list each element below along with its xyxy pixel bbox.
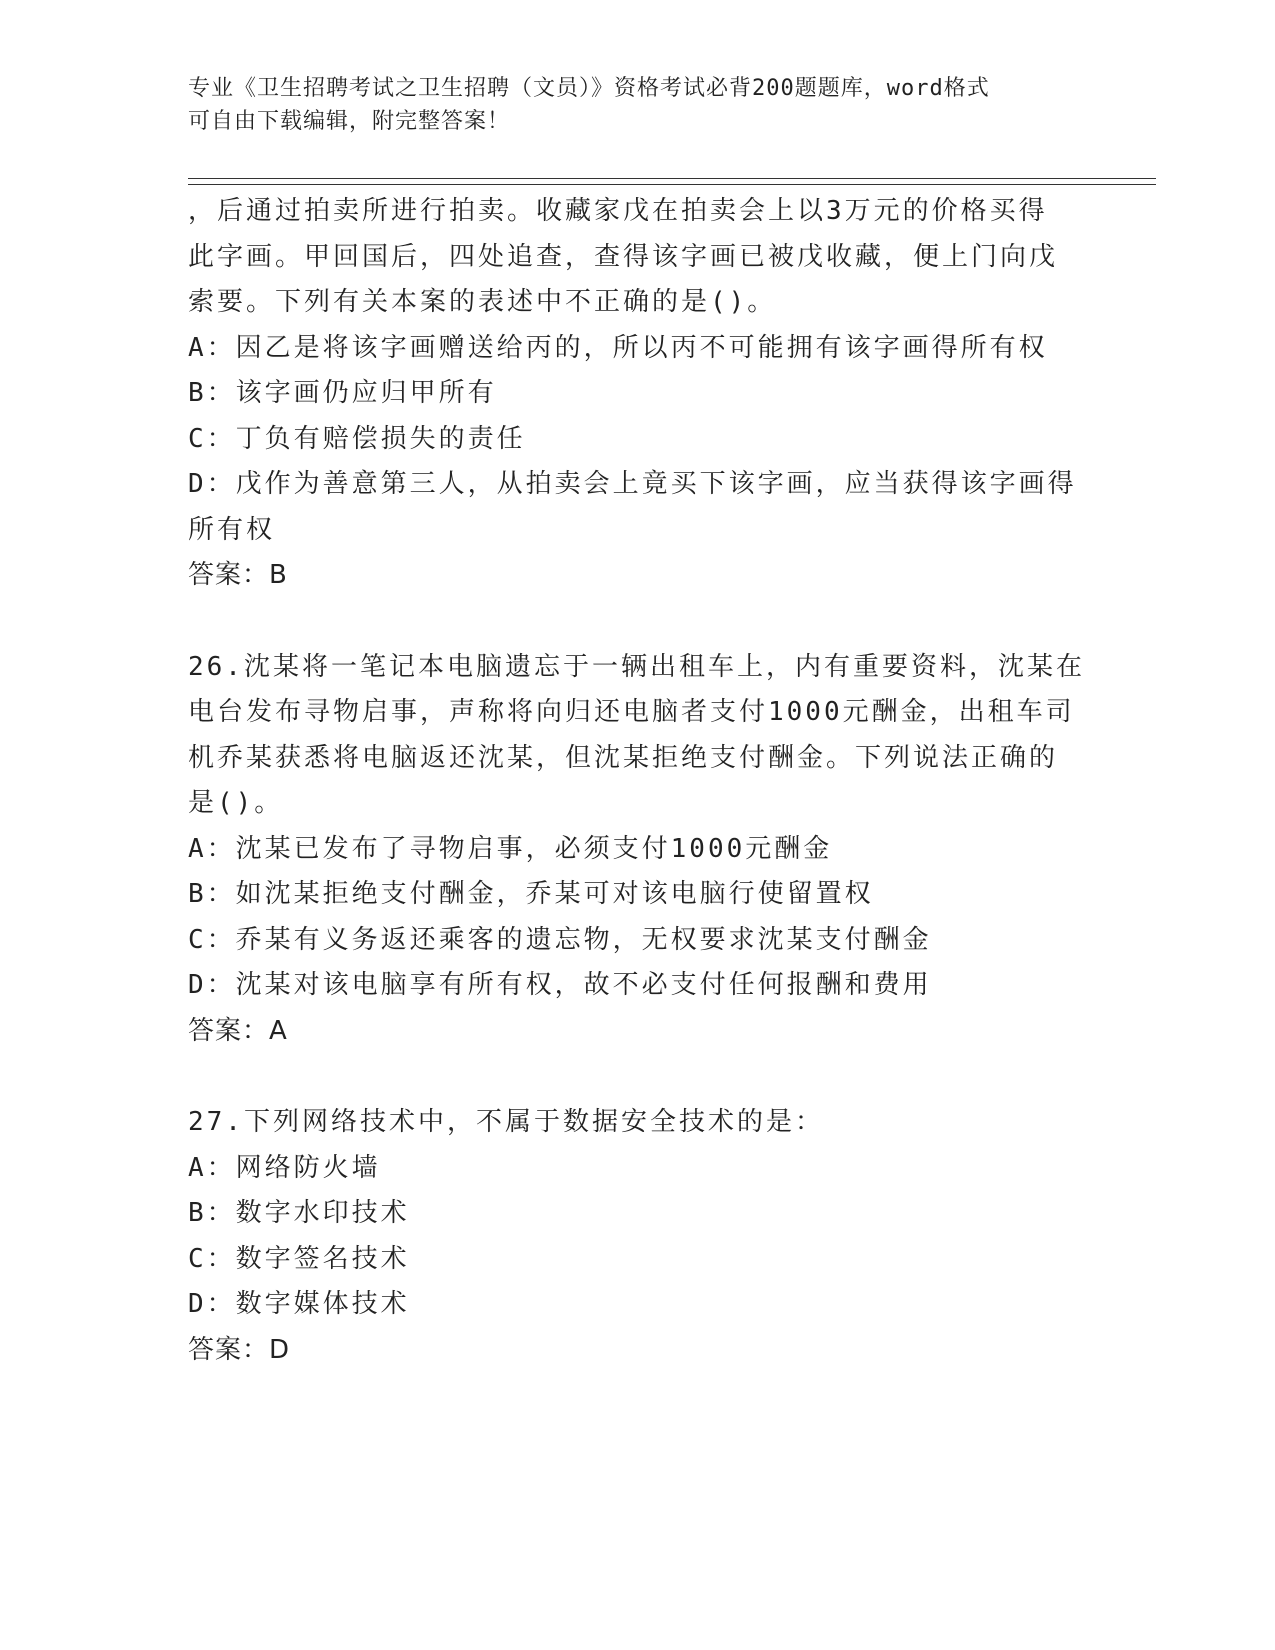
option-c: C：丁负有赔偿损失的责任 [188,423,526,454]
header-line-2: 可自由下载编辑，附完整答案！ [188,109,511,134]
option-d-continued: 所有权 [188,514,276,545]
option-c: C：数字签名技术 [188,1243,410,1274]
question-stem-line: ，后通过拍卖所进行拍卖。收藏家戊在拍卖会上以3万元的价格买得 [188,196,1048,226]
spacer [188,1054,1088,1100]
header-divider-top [188,178,1156,179]
question-stem-line: 电台发布寻物启事，声称将向归还电脑者支付1000元酬金，出租车司 [188,697,1075,727]
option-a: A：因乙是将该字画赠送给丙的，所以丙不可能拥有该字画得所有权 [188,332,1048,363]
option-a: A：沈某已发布了寻物启事，必须支付1000元酬金 [188,833,833,864]
option-a: A：网络防火墙 [188,1152,381,1183]
question-stem-line: 26.沈某将一笔记本电脑遗忘于一辆出租车上，内有重要资料，沈某在 [188,651,1085,682]
question-content [188,189,1088,1373]
header-divider-bottom [188,184,1156,185]
answer: 答案：A [188,1015,288,1046]
question-stem-line: 索要。下列有关本案的表述中不正确的是()。 [188,287,777,317]
option-b: B：数字水印技术 [188,1198,410,1228]
answer: 答案：B [188,560,288,590]
header-line-1: 专业《卫生招聘考试之卫生招聘（文员）》资格考试必背200题题库，word格式 [188,76,990,101]
option-d: D：数字媒体技术 [188,1289,410,1319]
spacer [188,599,1088,645]
question-stem-line: 是()。 [188,788,284,818]
document-header [188,72,1088,138]
option-b: B：如沈某拒绝支付酬金，乔某可对该电脑行使留置权 [188,879,874,909]
option-c: C：乔某有义务返还乘客的遗忘物，无权要求沈某支付酬金 [188,924,932,955]
option-b: B：该字画仍应归甲所有 [188,378,497,408]
question-25 [188,189,1088,599]
answer: 答案：D [188,1334,291,1365]
option-d: D：戊作为善意第三人，从拍卖会上竟买下该字画，应当获得该字画得 [188,469,1077,499]
question-stem-line: 27.下列网络技术中，不属于数据安全技术的是： [188,1107,824,1137]
question-stem-line: 机乔某获悉将电脑返还沈某，但沈某拒绝支付酬金。下列说法正确的 [188,742,1059,773]
option-d: D：沈某对该电脑享有所有权，故不必支付任何报酬和费用 [188,970,932,1000]
question-27 [188,1100,1088,1373]
question-stem-line: 此字画。甲回国后，四处追查，查得该字画已被戊收藏，便上门向戊 [188,241,1059,272]
question-26 [188,645,1088,1055]
